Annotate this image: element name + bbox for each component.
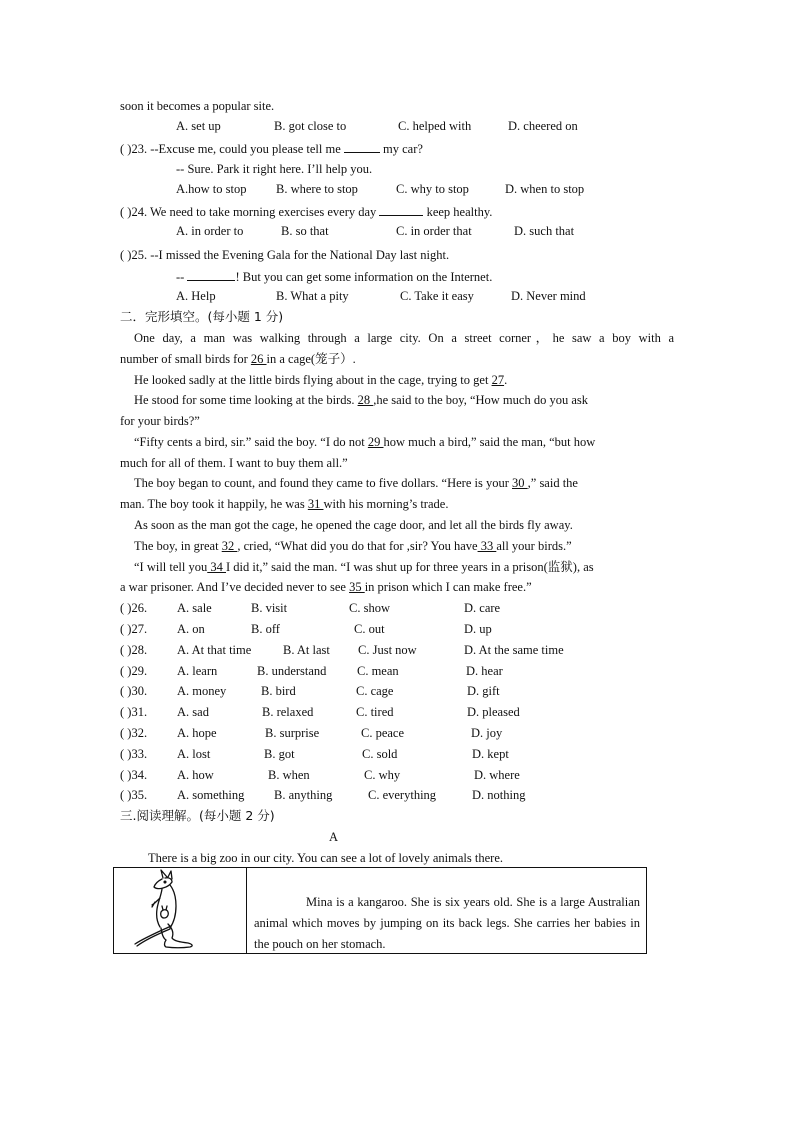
option-d: D. gift <box>467 684 500 698</box>
question-number: ( )28. <box>120 643 148 657</box>
q23-option-b: B. where to stop <box>276 182 358 196</box>
kangaroo-description <box>254 892 640 955</box>
passage-text: “I will tell you <box>134 560 208 574</box>
option-d: D. where <box>474 768 520 782</box>
q22-option-a: A. set up <box>176 119 221 133</box>
passage-line-9 <box>120 496 680 512</box>
q24-text-end: keep healthy. <box>423 205 493 219</box>
option-d: D. hear <box>466 664 503 678</box>
q23-number: ( )23. <box>120 142 148 156</box>
option-b: B. At last <box>283 643 330 657</box>
kangaroo-image-cell <box>114 868 247 953</box>
passage-a-intro: There is a big zoo in our city. You can see a lot of lovely animals there. <box>148 851 503 865</box>
passage-line-7: much for all of them. I want to buy them all.” <box>120 456 348 470</box>
blank-34[interactable]: 34 <box>207 560 226 574</box>
passage-line-8 <box>134 475 694 491</box>
option-c: C. Just now <box>358 643 417 657</box>
passage-text: He stood for some time looking at the birds. <box>134 393 358 407</box>
passage-a-letter: A <box>329 830 339 844</box>
q25-number: ( )25. <box>120 248 148 262</box>
q25-text: --I missed the Evening Gala for the National Day last night. <box>147 248 450 262</box>
q23-question <box>120 140 680 157</box>
passage-line-10: As soon as the man got the cage, he opened the cage door, and let all the birds fly away. <box>134 518 573 532</box>
option-d: D. kept <box>472 747 509 761</box>
passage-line-5: for your birds?” <box>120 414 200 428</box>
passage-text: in a cage(笼子）. <box>266 352 356 366</box>
question-number: ( )27. <box>120 622 148 636</box>
option-d: D. pleased <box>467 705 520 719</box>
blank-26[interactable]: 26 <box>250 352 267 366</box>
question-number: ( )30. <box>120 684 148 698</box>
option-a: A. money <box>177 684 227 698</box>
q25-reply <box>176 268 736 285</box>
option-b: B. relaxed <box>262 705 314 719</box>
blank-28[interactable]: 28 <box>357 393 374 407</box>
q24-option-a: A. in order to <box>176 224 244 238</box>
passage-text: man. The boy took it happily, he was <box>120 497 308 511</box>
option-a: A. sad <box>177 705 209 719</box>
option-c: C. sold <box>362 747 398 761</box>
question-number: ( )34. <box>120 768 148 782</box>
q25-question <box>120 247 680 263</box>
passage-text: number of small birds for <box>120 352 251 366</box>
question-number: ( )26. <box>120 601 148 615</box>
option-c: C. cage <box>356 684 394 698</box>
q24-question <box>120 203 680 220</box>
q23-text-end: my car? <box>379 142 423 156</box>
option-a: A. learn <box>177 664 218 678</box>
passage-line-2 <box>120 351 680 367</box>
question-number: ( )32. <box>120 726 148 740</box>
q25-reply-start: -- <box>176 270 188 284</box>
option-b: B. off <box>251 622 280 636</box>
option-a: A. hope <box>177 726 217 740</box>
blank-27[interactable]: 27 <box>491 373 505 387</box>
option-b: B. anything <box>274 788 333 802</box>
passage-text: ,he said to the boy, “How much do you ask <box>373 393 588 407</box>
kangaroo-icon <box>114 868 246 953</box>
option-b: B. understand <box>257 664 327 678</box>
passage-line-3 <box>134 372 694 388</box>
blank-31[interactable]: 31 <box>307 497 324 511</box>
q25-option-c: C. Take it easy <box>400 289 474 303</box>
passage-text: how much a bird,” said the man, “but how <box>383 435 596 449</box>
option-a: A. something <box>177 788 245 802</box>
passage-line-6 <box>134 434 694 450</box>
passage-text: . <box>504 373 508 387</box>
cloze-question-31 <box>120 704 680 720</box>
option-a: A. on <box>177 622 205 636</box>
cloze-question-26 <box>120 600 680 616</box>
option-d: D. joy <box>471 726 503 740</box>
section3-title: 三.阅读理解。(每小题 2 分) <box>120 808 275 823</box>
passage-line-1: One day, a man was walking through a large city. On a street corner，he saw a boy with a <box>134 331 674 345</box>
kangaroo-text: Mina is a kangaroo. She is six years old. She is a large Australian animal which moves by jumping on its back legs. She carries her babies in the pouch on her stomach. <box>254 895 640 951</box>
option-a: A. how <box>177 768 214 782</box>
question-number: ( )35. <box>120 788 148 802</box>
option-b: B. got <box>264 747 295 761</box>
q24-text-start: We need to take morning exercises every day <box>147 205 380 219</box>
q23-option-a: A.how to stop <box>176 182 247 196</box>
cloze-question-30 <box>120 683 680 699</box>
passage-text: The boy began to count, and found they came to five dollars. “Here is your <box>134 476 513 490</box>
option-c: C. why <box>364 768 401 782</box>
q23-text-start: --Excuse me, could you please tell me <box>147 142 344 156</box>
section2-title: 二．完形填空。(每小题 1 分) <box>120 309 284 324</box>
option-b: B. when <box>268 768 310 782</box>
option-a: A. At that time <box>177 643 252 657</box>
q23-reply: -- Sure. Park it right here. I’ll help you. <box>176 162 373 176</box>
option-d: D. up <box>464 622 492 636</box>
q23-option-d: D. when to stop <box>505 182 585 196</box>
q24-option-b: B. so that <box>281 224 329 238</box>
cloze-question-34 <box>120 767 680 783</box>
question-number: ( )33. <box>120 747 148 761</box>
q22-option-b: B. got close to <box>274 119 347 133</box>
cloze-question-33 <box>120 746 680 762</box>
passage-text: all your birds.” <box>496 539 572 553</box>
passage-line-13 <box>120 579 680 595</box>
option-c: C. peace <box>361 726 405 740</box>
cloze-question-35 <box>120 787 680 803</box>
q25-option-a: A. Help <box>176 289 216 303</box>
passage-text: He looked sadly at the little birds flying about in the cage, trying to get <box>134 373 492 387</box>
q25-option-b: B. What a pity <box>276 289 349 303</box>
blank-29[interactable]: 29 <box>367 435 384 449</box>
kangaroo-table <box>113 867 647 954</box>
option-b: B. surprise <box>265 726 320 740</box>
passage-text: ,” said the <box>527 476 578 490</box>
blank-33[interactable]: 33 <box>477 539 497 553</box>
q22-option-d: D. cheered on <box>508 119 578 133</box>
option-b: B. visit <box>251 601 288 615</box>
passage-line-12 <box>134 559 694 575</box>
q23-blank[interactable] <box>344 140 380 153</box>
passage-text: , cried, “What did you do that for ,sir? You have <box>237 539 478 553</box>
option-d: D. nothing <box>472 788 526 802</box>
option-d: D. At the same time <box>464 643 564 657</box>
q22-tail: soon it becomes a popular site. <box>120 99 275 113</box>
option-c: C. everything <box>368 788 437 802</box>
passage-line-11 <box>134 538 694 554</box>
option-b: B. bird <box>261 684 296 698</box>
q24-option-c: C. in order that <box>396 224 472 238</box>
q25-option-d: D. Never mind <box>511 289 586 303</box>
option-d: D. care <box>464 601 501 615</box>
q24-blank[interactable] <box>379 203 423 216</box>
option-a: A. lost <box>177 747 211 761</box>
cloze-question-32 <box>120 725 680 741</box>
q22-option-c: C. helped with <box>398 119 472 133</box>
passage-text: a war prisoner. And I’ve decided never to see <box>120 580 350 594</box>
passage-text: I did it,” said the man. “I was shut up for three years in a prison(监狱), as <box>226 560 594 574</box>
cloze-question-29 <box>120 663 680 679</box>
blank-32[interactable]: 32 <box>221 539 238 553</box>
option-c: C. show <box>349 601 390 615</box>
question-number: ( )29. <box>120 664 148 678</box>
passage-text: in prison which I can make free.” <box>364 580 532 594</box>
blank-30[interactable]: 30 <box>512 476 528 490</box>
option-c: C. out <box>354 622 385 636</box>
cloze-question-28 <box>120 642 680 658</box>
passage-text: “Fifty cents a bird, sir.” said the boy. “I do not <box>134 435 368 449</box>
option-a: A. sale <box>177 601 212 615</box>
q25-reply-end: ! But you can get some information on the Internet. <box>235 270 493 284</box>
passage-line-4 <box>134 392 694 408</box>
passage-text: The boy, in great <box>134 539 222 553</box>
q24-option-d: D. such that <box>514 224 575 238</box>
cloze-question-27 <box>120 621 680 637</box>
option-c: C. mean <box>357 664 399 678</box>
q23-option-c: C. why to stop <box>396 182 469 196</box>
q25-blank[interactable] <box>187 268 235 281</box>
option-c: C. tired <box>356 705 394 719</box>
question-number: ( )31. <box>120 705 148 719</box>
blank-35[interactable]: 35 <box>349 580 365 594</box>
passage-text: with his morning’s trade. <box>323 497 449 511</box>
q24-number: ( )24. <box>120 205 148 219</box>
